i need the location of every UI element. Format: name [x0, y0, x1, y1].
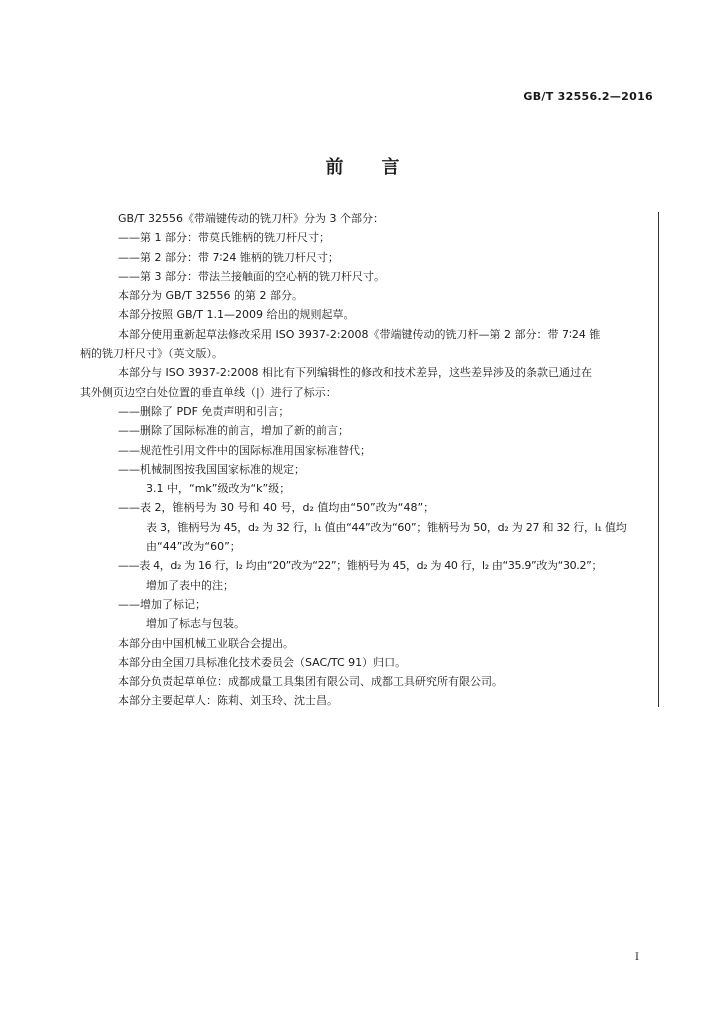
- change-marker-line: [658, 212, 659, 707]
- paragraph: 本部分为 GB/T 32556 的第 2 部分。: [118, 289, 303, 303]
- list-item: ——第 1 部分：带莫氏锥柄的铣刀杆尺寸；: [118, 231, 330, 245]
- paragraph-continuation: 柄的铣刀杆尺寸》（英文版）。: [80, 347, 223, 361]
- list-item: ——表 2，锥柄号为 30 号和 40 号，d₂ 值均由“50”改为“48”；: [118, 501, 435, 515]
- paragraph: 本部分与 ISO 3937-2:2008 相比有下列编辑性的修改和技术差异，这些差异涉及的条款已通过在: [118, 366, 593, 380]
- paragraph: 本部分由全国刀具标准化技术委员会（SAC/TC 91）归口。: [118, 655, 407, 669]
- paragraph-continuation: 其外侧页边空白处位置的垂直单线（|）进行了标示：: [80, 385, 337, 399]
- paragraph: 本部分负责起草单位：成都成量工具集团有限公司、成都工具研究所有限公司。: [118, 675, 503, 689]
- list-subitem: 表 3，锥柄号为 45，d₂ 为 32 行，l₁ 值由“44”改为“60”；锥柄号为 50，d₂ 为 27 和 32 行，l₁ 值均: [146, 520, 627, 534]
- list-item: ——第 3 部分：带法兰接触面的空心柄的铣刀杆尺寸。: [118, 269, 385, 283]
- list-subitem: 3.1 中，“mk”级改为“k”级；: [146, 482, 291, 496]
- list-item: ——删除了 PDF 免责声明和引言；: [118, 404, 290, 418]
- list-subitem-continuation: 由“44”改为“60”；: [146, 540, 241, 554]
- list-item: ——表 4，d₂ 为 16 行，l₂ 均由“20”改为“22”；锥柄号为 45，d₂ 为 40 行，l₂ 由“35.9”改为“30.2”；: [118, 559, 603, 573]
- list-item: ——第 2 部分：带 7∶24 锥柄的铣刀杆尺寸；: [118, 250, 339, 264]
- list-item: ——机械制图按我国国家标准的规定；: [118, 462, 305, 476]
- paragraph: 本部分按照 GB/T 1.1—2009 给出的规则起草。: [118, 308, 355, 322]
- page-number: I: [635, 952, 639, 963]
- standard-number: GB/T 32556.2—2016: [523, 90, 653, 103]
- paragraph: 本部分主要起草人：陈莉、刘玉玲、沈士昌。: [118, 694, 338, 708]
- page-title: 前言: [325, 157, 438, 178]
- paragraph: GB/T 32556《带端键传动的铣刀杆》分为 3 个部分：: [118, 212, 384, 225]
- list-item: ——规范性引用文件中的国际标准用国家标准替代；: [118, 443, 371, 457]
- list-subitem: 增加了标志与包装。: [146, 617, 245, 631]
- list-item: ——增加了标记；: [118, 597, 206, 611]
- paragraph: 本部分使用重新起草法修改采用 ISO 3937-2:2008《带端键传动的铣刀杆—第 2 部分：带 7∶24 锥: [118, 327, 601, 341]
- list-item: ——删除了国际标准的前言，增加了新的前言；: [118, 424, 349, 438]
- list-subitem: 增加了表中的注；: [146, 578, 234, 592]
- paragraph: 本部分由中国机械工业联合会提出。: [118, 636, 294, 650]
- foreword-body: [80, 209, 656, 711]
